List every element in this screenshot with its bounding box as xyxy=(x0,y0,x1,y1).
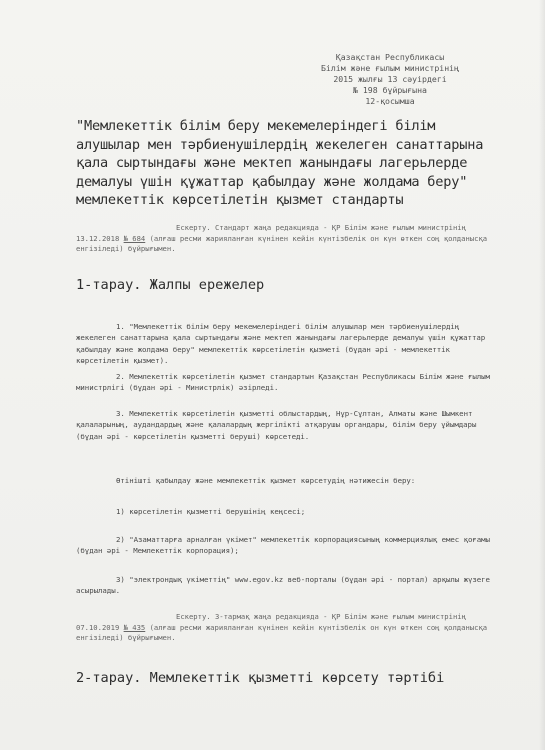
scan-edge-shadow xyxy=(539,0,545,750)
paragraph-3: 3. Мемлекеттік көрсетілетін қызметті облыстардың, Нұр-Сұлтан, Алматы және Шымкент қалаларының, аудандардың және қалалардың жергілікті атқарушы органдары, білім беру ұйымдары (бұдан әрі - көрсетілетін қызметті беруші) көрсетеді. xyxy=(76,409,477,441)
amendment-note-2 xyxy=(76,612,496,644)
paragraph-5: 1) көрсетілетін қызметті берушінің кеңсесі; xyxy=(116,507,306,516)
header-line-1: Қазақстан Республикасы xyxy=(335,52,445,62)
header-line-2: Білім және ғылым министрінің xyxy=(320,63,460,73)
paragraph-4: Өтінішті қабылдау және мемлекеттік қызмет көрсетудің нәтижесін беру: xyxy=(116,476,416,485)
note-1-link[interactable]: № 684 xyxy=(123,233,146,243)
section-1-title: 1-тарау. Жалпы ережелер xyxy=(76,277,265,293)
section-2-title: 2-тарау. Мемлекеттік қызметті көрсету тәртібі xyxy=(76,670,445,686)
note-1-text-before: Ескерту. Стандарт жаңа редакцияда - ҚР Білім және ғылым министрінің 13.12.2018 xyxy=(76,223,466,243)
paragraph-1: 1. "Мемлекеттік білім беру мекемелеріндегі білім алушылар мен тәрбиенушілердің жекелеген санаттарына қала сыртындағы және мектеп жанындағы лагерьлерде демалуы үшін құжаттар қабылдау және жолдама беру" мемлекеттік көрсетілетін қызметі (бұдан әрі - мемлекеттік көрсетілетін қызмет). xyxy=(76,322,486,365)
paragraph-7: 3) "электрондық үкіметтің" www.egov.kz веб-порталы (бұдан әрі - портал) арқылы жүзеге асырылады. xyxy=(76,575,490,596)
note-1-text-after: (алғаш ресми жарияланған күнінен кейін күнтізбелік он күн өткен соң қолданысқа енгізіледі) бұйрығымен. xyxy=(76,233,488,253)
document-title: "Мемлекеттік білім беру мекемелеріндегі білім алушылар мен тәрбиенушілердің жекелеген санаттарына қала сыртындағы және мектеп жанындағы лагерьлерде демалуы үшін құжаттар қабылдау және жолдама беру" мемлекеттік көрсетілетін қызмет стандарты xyxy=(76,118,484,208)
paragraph-6: 2) "Азаматтарға арналған үкімет" мемлекеттік корпорациясының коммерциялық емес қоғамы (бұдан әрі - Мемлекеттік корпорация); xyxy=(76,535,490,556)
note-2-text-after: (алғаш ресми жарияланған күнінен кейін күнтізбелік он күн өткен соң қолданысқа енгізіледі) бұйрығымен. xyxy=(76,622,488,642)
note-2-link[interactable]: № 435 xyxy=(123,622,146,632)
document-header xyxy=(292,52,488,107)
header-line-3: 2015 жылғы 13 сәуірдегі xyxy=(333,74,447,84)
note-2-text-before: Ескерту. 3-тармақ жаңа редакцияда - ҚР Білім және ғылым министрінің 07.10.2019 xyxy=(76,612,466,632)
header-line-5: 12-қосымша xyxy=(365,96,415,106)
paragraph-2: 2. Мемлекеттік көрсетілетін қызмет стандартын Қазақстан Республикасы Білім және ғылым министрлігі (бұдан әрі - Министрлік) әзірледі. xyxy=(76,372,490,393)
amendment-note-1 xyxy=(76,223,496,255)
header-line-4: № 198 бұйрығына xyxy=(353,85,427,95)
